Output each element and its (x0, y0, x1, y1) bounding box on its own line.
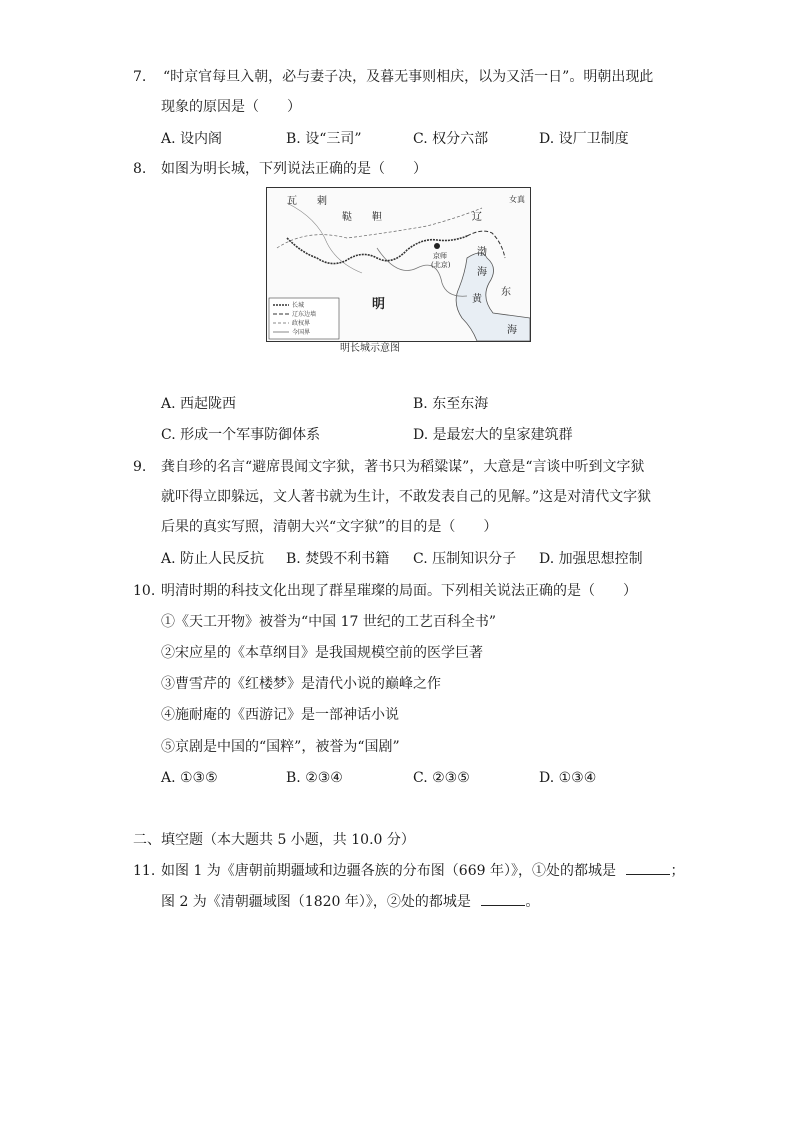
question-8-option-c[interactable]: C. 形成一个军事防御体系 (161, 427, 321, 443)
question-11-line2-end: 。 (525, 894, 540, 910)
question-10-stem: 明清时期的科技文化出现了群星璀璨的局面。下列相关说法正确的是（ ） (161, 583, 637, 599)
map-label-bohai: 海 (477, 267, 487, 278)
map-label-dan: 靼 (372, 212, 382, 223)
question-8-stem: 如图为明长城，下列说法正确的是（ ） (161, 161, 427, 177)
question-11-line1-end: ； (670, 863, 685, 879)
map-label-liao: 辽 (472, 212, 482, 223)
section-title: 二、填空题（本大题共 5 小题，共 10.0 分） (133, 832, 415, 848)
question-7-option-c[interactable]: C. 权分六部 (413, 131, 489, 147)
question-9-option-c[interactable]: C. 压制知识分子 (413, 551, 517, 567)
question-7-option-a[interactable]: A. 设内阁 (161, 131, 223, 147)
map-label-nvzhen: 女真 (509, 195, 525, 204)
question-7-option-d[interactable]: D. 设厂卫制度 (539, 131, 629, 147)
question-10-option-a[interactable]: A. ①③⑤ (161, 770, 218, 786)
map-label-donghai: 海 (507, 325, 517, 336)
map-label-dong: 东 (501, 287, 511, 298)
answer-blank-2[interactable] (481, 893, 525, 906)
map-label-bo: 渤 (477, 247, 487, 258)
question-10-item-5: ⑤京剧是中国的“国粹”，被誉为“国剧” (161, 739, 400, 755)
question-10-item-2: ②宋应星的《本草纲目》是我国规模空前的医学巨著 (161, 645, 483, 661)
question-9-option-b[interactable]: B. 焚毁不利书籍 (286, 551, 390, 567)
question-11-line2 (161, 893, 539, 911)
map-label-huang: 黄 (472, 294, 482, 305)
question-10-option-b[interactable]: B. ②③④ (286, 770, 343, 786)
question-9-stem-line3: 后果的真实写照，清朝大兴“文字狱”的目的是（ ） (161, 519, 498, 535)
question-10-number: 10. (133, 583, 156, 599)
question-11-line2-text: 图 2 为《清朝疆域图（1820 年）》，②处的都城是 (161, 894, 471, 910)
map-caption: 明长城示意图 (340, 343, 400, 354)
question-7-option-b[interactable]: B. 设“三司” (286, 131, 362, 147)
question-8-option-b[interactable]: B. 东至东海 (413, 396, 489, 412)
question-11-line1 (161, 862, 684, 880)
legend-item-2: 辽东边墙 (292, 311, 317, 318)
yellow-river (377, 248, 467, 296)
map-label-la: 剌 (317, 196, 327, 207)
legend-item-1: 长城 (292, 302, 305, 309)
map-label-beijing: (北京) (431, 261, 451, 269)
question-7-number: 7. (133, 69, 147, 85)
question-11-number: 11. (133, 863, 156, 879)
question-10-item-3: ③曹雪芹的《红楼梦》是清代小说的巅峰之作 (161, 676, 441, 692)
question-10-item-1: ①《天工开物》被誉为“中国 17 世纪的工艺百科全书” (161, 614, 497, 630)
answer-blank-1[interactable] (626, 862, 670, 875)
question-7-stem-line1: “时京官每旦入朝，必与妻子决，及暮无事则相庆，以为又活一日”。明朝出现此 (163, 69, 654, 85)
question-8-option-a[interactable]: A. 西起陇西 (161, 396, 237, 412)
question-10-option-d[interactable]: D. ①③④ (539, 770, 597, 786)
question-9-number: 9. (133, 459, 147, 475)
ming-great-wall-map (266, 187, 531, 342)
question-8-option-d[interactable]: D. 是最宏大的皇家建筑群 (413, 427, 573, 443)
question-9-option-a[interactable]: A. 防止人民反抗 (161, 551, 265, 567)
question-9-stem-line1: 龚自珍的名言“避席畏闻文字狱，著书只为稻粱谋”，大意是“言谈中听到文字狱 (161, 459, 645, 475)
capital-marker (434, 243, 440, 249)
question-8-number: 8. (133, 161, 147, 177)
question-11-line1-text: 如图 1 为《唐朝前期疆域和边疆各族的分布图（669 年）》，①处的都城是 (161, 863, 616, 879)
map-drawing (267, 188, 530, 341)
legend-item-4: 今国界 (292, 329, 311, 336)
map-label-da: 鞑 (342, 212, 352, 223)
question-10-item-4: ④施耐庵的《西游记》是一部神话小说 (161, 707, 399, 723)
map-label-ming: 明 (372, 297, 386, 312)
map-label-capital: 京师 (433, 252, 447, 260)
question-9-stem-line2: 就吓得立即躲远，文人著书就为生计，不敢发表自己的见解。”这是对清代文字狱 (161, 489, 652, 505)
question-10-option-c[interactable]: C. ②③⑤ (413, 770, 470, 786)
question-9-option-d[interactable]: D. 加强思想控制 (539, 551, 643, 567)
question-7-stem-line2: 现象的原因是（ ） (161, 99, 301, 115)
map-label-wa: 瓦 (287, 196, 297, 207)
sea-area (456, 253, 530, 341)
legend-item-3: 政权界 (292, 320, 311, 327)
